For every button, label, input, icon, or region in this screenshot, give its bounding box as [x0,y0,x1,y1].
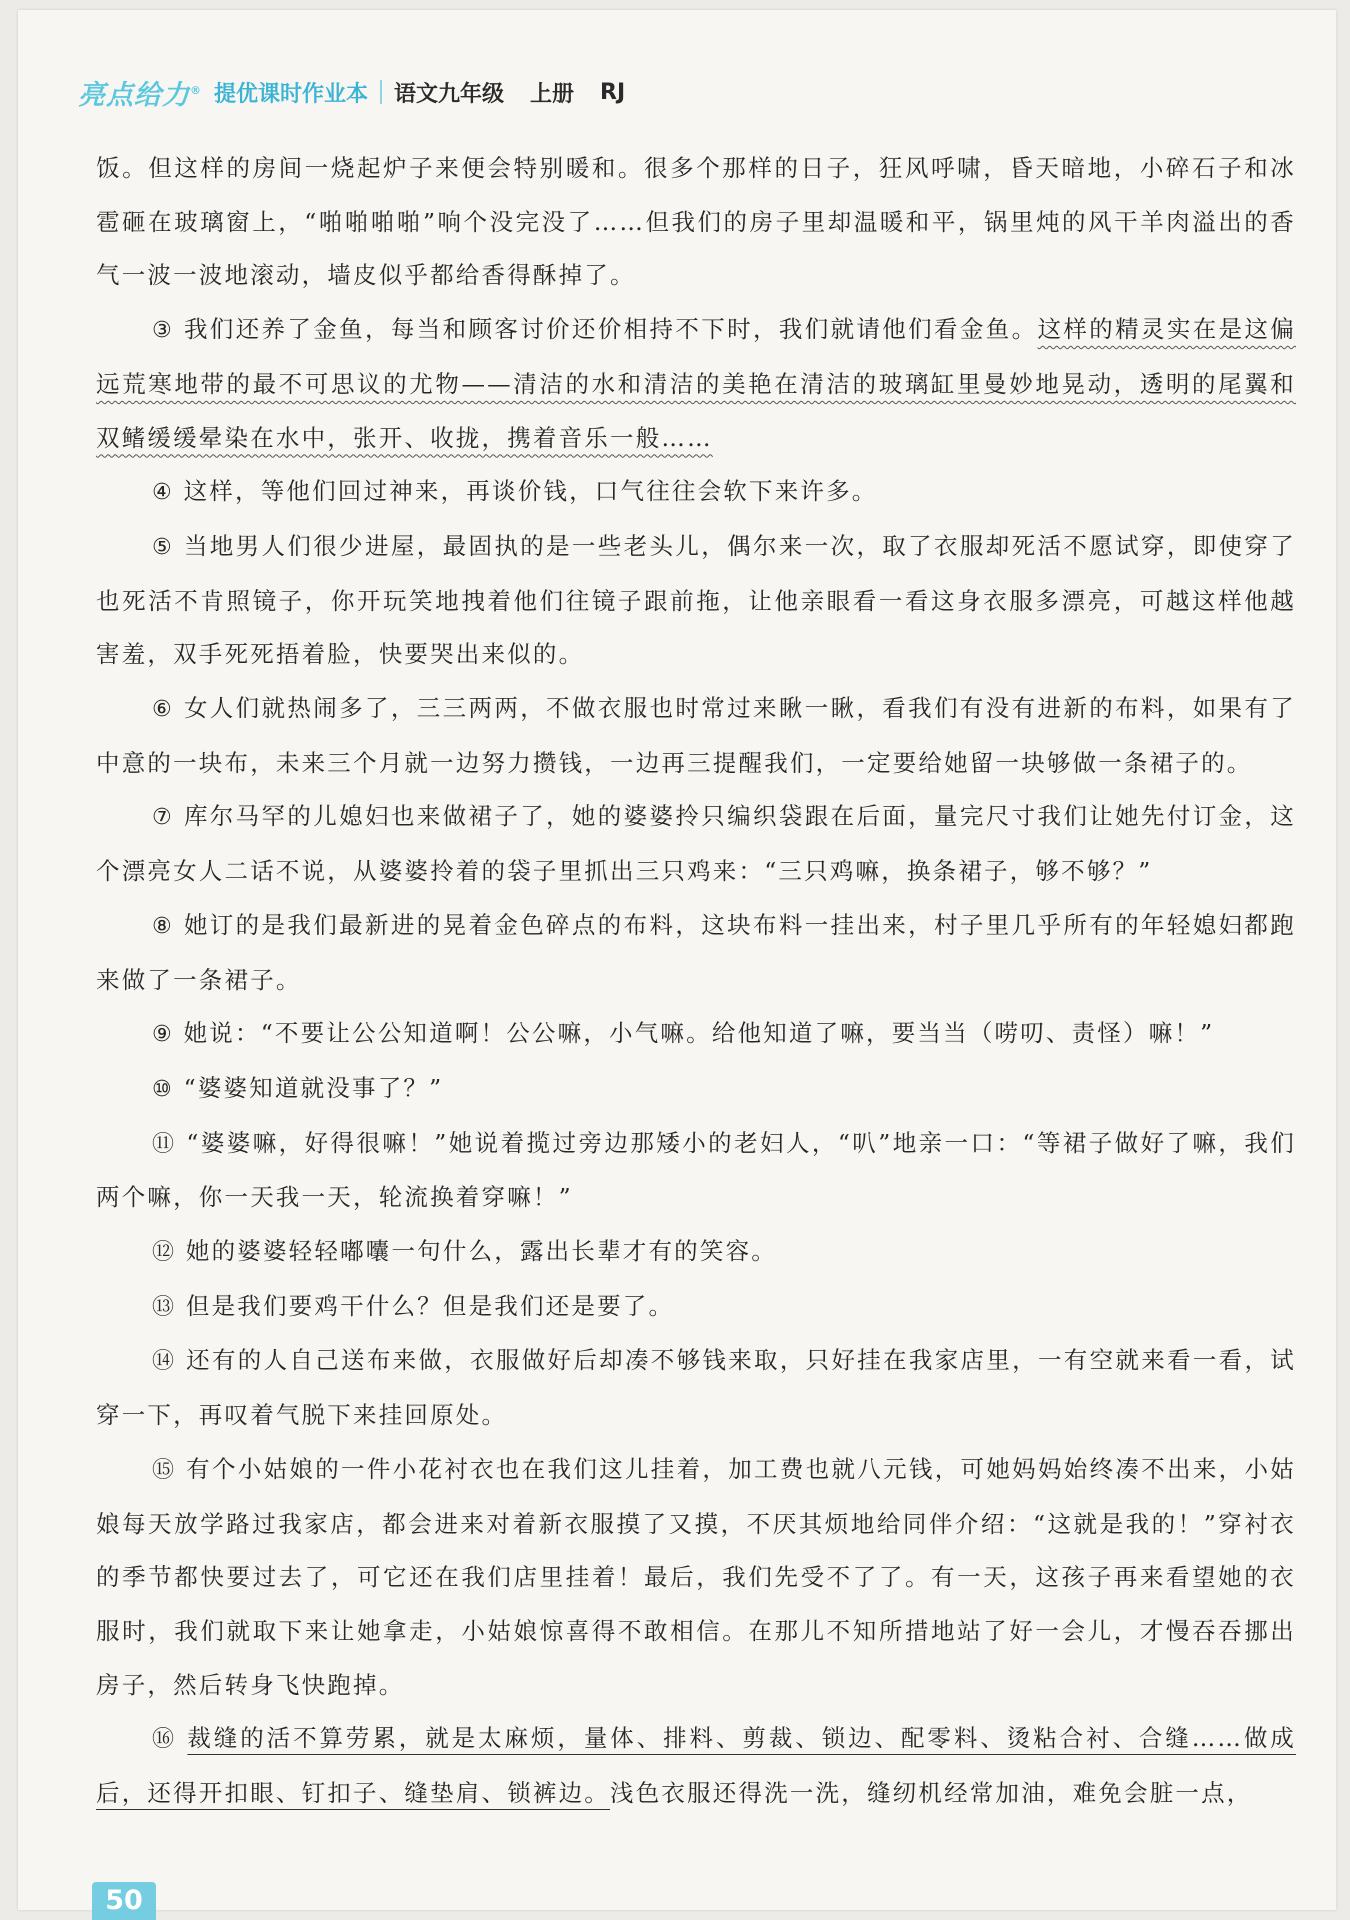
paragraph-11: ⑪ “婆婆嘛，好得很嘛！”她说着揽过旁边那矮小的老妇人，“叭”地亲一口：“等裙子做好了嘛，我们两个嘛，你一天我一天，轮流换着穿嘛！” [96,1128,1297,1212]
paragraph-number: ④ [152,480,174,506]
brand-logo: 亮点给力® [78,79,202,111]
reading-passage [96,142,1296,1821]
volume-label: 上册 [530,81,575,107]
paragraph-15: ⑮ 有个小姑娘的一件小花衬衣也在我们这儿挂着，加工费也就八元钱，可她妈妈始终凑不出来，小姑娘每天放学路过我家店，都会进来对着新衣服摸了又摸，不厌其烦地给同伴介绍：“这就是我的！”穿衬衣的季节都快要过去了，可它还在我们店里挂着！最后，我们先受不了了。有一天，这孩子再来看望她的衣服时，我们就取下来让她拿走，小姑娘惊喜得不敢相信。在那儿不知所措地站了好一会儿，才慢吞吞挪出房子，然后转身飞快跑掉。 [96,1454,1297,1699]
paragraph-12: ⑫ 她的婆婆轻轻嘟囔一句什么，露出长辈才有的笑容。 [152,1237,777,1266]
paragraph-number: ⑩ [152,1076,174,1102]
paragraph-3: ③ 我们还养了金鱼，每当和顾客讨价还价相持不下时，我们就请他们看金鱼。这样的精灵实在是这偏远荒寒地带的最不可思议的尤物——清洁的水和清洁的美艳在清洁的玻璃缸里曼妙地晃动，透明的尾翼和双鳍缓缓晕染在水中，张开、收拢，携着音乐一般…… [96,315,1296,452]
paragraph-number: ⑦ [152,805,175,831]
paragraph-6: ⑥ 女人们就热闹多了，三三两两，不做衣服也时常过来瞅一瞅，看我们有没有进新的布料，如果有了中意的一块布，未来三个月就一边努力攒钱，一边再三提醒我们，一定要给她留一块够做一条裙子的。 [96,694,1296,777]
paragraph-number: ⑧ [152,913,175,939]
paragraph-continued: 饭。但这样的房间一烧起炉子来便会特别暖和。很多个那样的日子，狂风呼啸，昏天暗地，小碎石子和冰雹砸在玻璃窗上，“啪啪啪啪”响个没完没了……但我们的房子里却温暖和平，锅里炖的风干羊肉溢出的香气一波一波地滚动，墙皮似乎都给香得酥掉了。 [96,154,1296,290]
paragraph-13: ⑬ 但是我们要鸡干什么？但是我们还是要了。 [152,1291,675,1320]
paragraph-number: ⑨ [152,1022,174,1048]
paragraph-9: ⑨ 她说：“不要让公公知道啊！公公嘛，小气嘛。给他知道了嘛，要当当（唠叨、责怪）嘛！” [152,1019,1215,1048]
paragraph-8: ⑧ 她订的是我们最新进的晃着金色碎点的布料，这块布料一挂出来，村子里几乎所有的年轻媳妇都跑来做了一条裙子。 [96,910,1296,994]
page-number-tab: 50 [92,1882,156,1920]
paragraph-number: ⑯ [152,1727,177,1753]
paragraph-16: ⑯ 裁缝的活不算劳累，就是太麻烦，量体、排料、剪裁、锁边、配零料、烫粘合衬、合缝……做成后，还得开扣眼、钉扣子、缝垫肩、锁裤边。浅色衣服还得洗一洗，缝纫机经常加油，难免会脏一点， [96,1724,1296,1808]
paragraph-number: ⑭ [152,1349,177,1375]
subject-grade: 语文九年级 [394,81,505,107]
paragraph-7: ⑦ 库尔马罕的儿媳妇也来做裙子了，她的婆婆拎只编织袋跟在后面，量完尺寸我们让她先付订金，这个漂亮女人二话不说，从婆婆拎着的袋子里抓出三只鸡来：“三只鸡嘛，换条裙子，够不够？” [96,802,1296,886]
paragraph-14: ⑭ 还有的人自己送布来做，衣服做好后却凑不够钱来取，只好挂在我家店里，一有空就来看一看，试穿一下，再叹着气脱下来挂回原处。 [96,1346,1297,1430]
paragraph-number: ⑮ [152,1457,177,1483]
underlined-sentence: 裁缝的活不算劳累，就是太麻烦，量体、排料、剪裁、锁边、配零料、烫粘合衬、合缝……做成后，还得开扣眼、钉扣子、缝垫肩、锁裤边。 [96,1724,1296,1808]
paragraph-number: ⑥ [152,697,175,723]
paragraph-4: ④ 这样，等他们回过神来，再谈价钱，口气往往会软下来许多。 [152,477,878,506]
wavy-underlined-sentence: 这样的精灵实在是这偏远荒寒地带的最不可思议的尤物——清洁的水和清洁的美艳在清洁的玻璃缸里曼妙地晃动，透明的尾翼和双鳍缓缓晕染在水中，张开、收拢，携着音乐一般…… [96,315,1296,452]
paragraph-number: ⑫ [152,1240,177,1266]
paragraph-number: ⑪ [152,1131,177,1157]
paragraph-5: ⑤ 当地男人们很少进屋，最固执的是一些老头儿，偶尔来一次，取了衣服却死活不愿试穿，即使穿了也死活不肯照镜子，你开玩笑地拽着他们往镜子跟前拖，让他亲眼看一看这身衣服多漂亮，可越这样他越害羞，双手死死捂着脸，快要哭出来似的。 [96,531,1296,669]
paragraph-number: ⑬ [152,1294,177,1320]
series-title: 提优课时作业本 [214,81,369,107]
textbook-page [18,10,1336,1916]
edition-label: RJ [600,79,626,105]
paragraph-10: ⑩ “婆婆知道就没事了？” [152,1073,444,1102]
paragraph-number: ③ [152,318,175,344]
page-header [78,72,625,112]
header-divider [380,80,382,104]
paragraph-number: ⑤ [152,534,175,560]
